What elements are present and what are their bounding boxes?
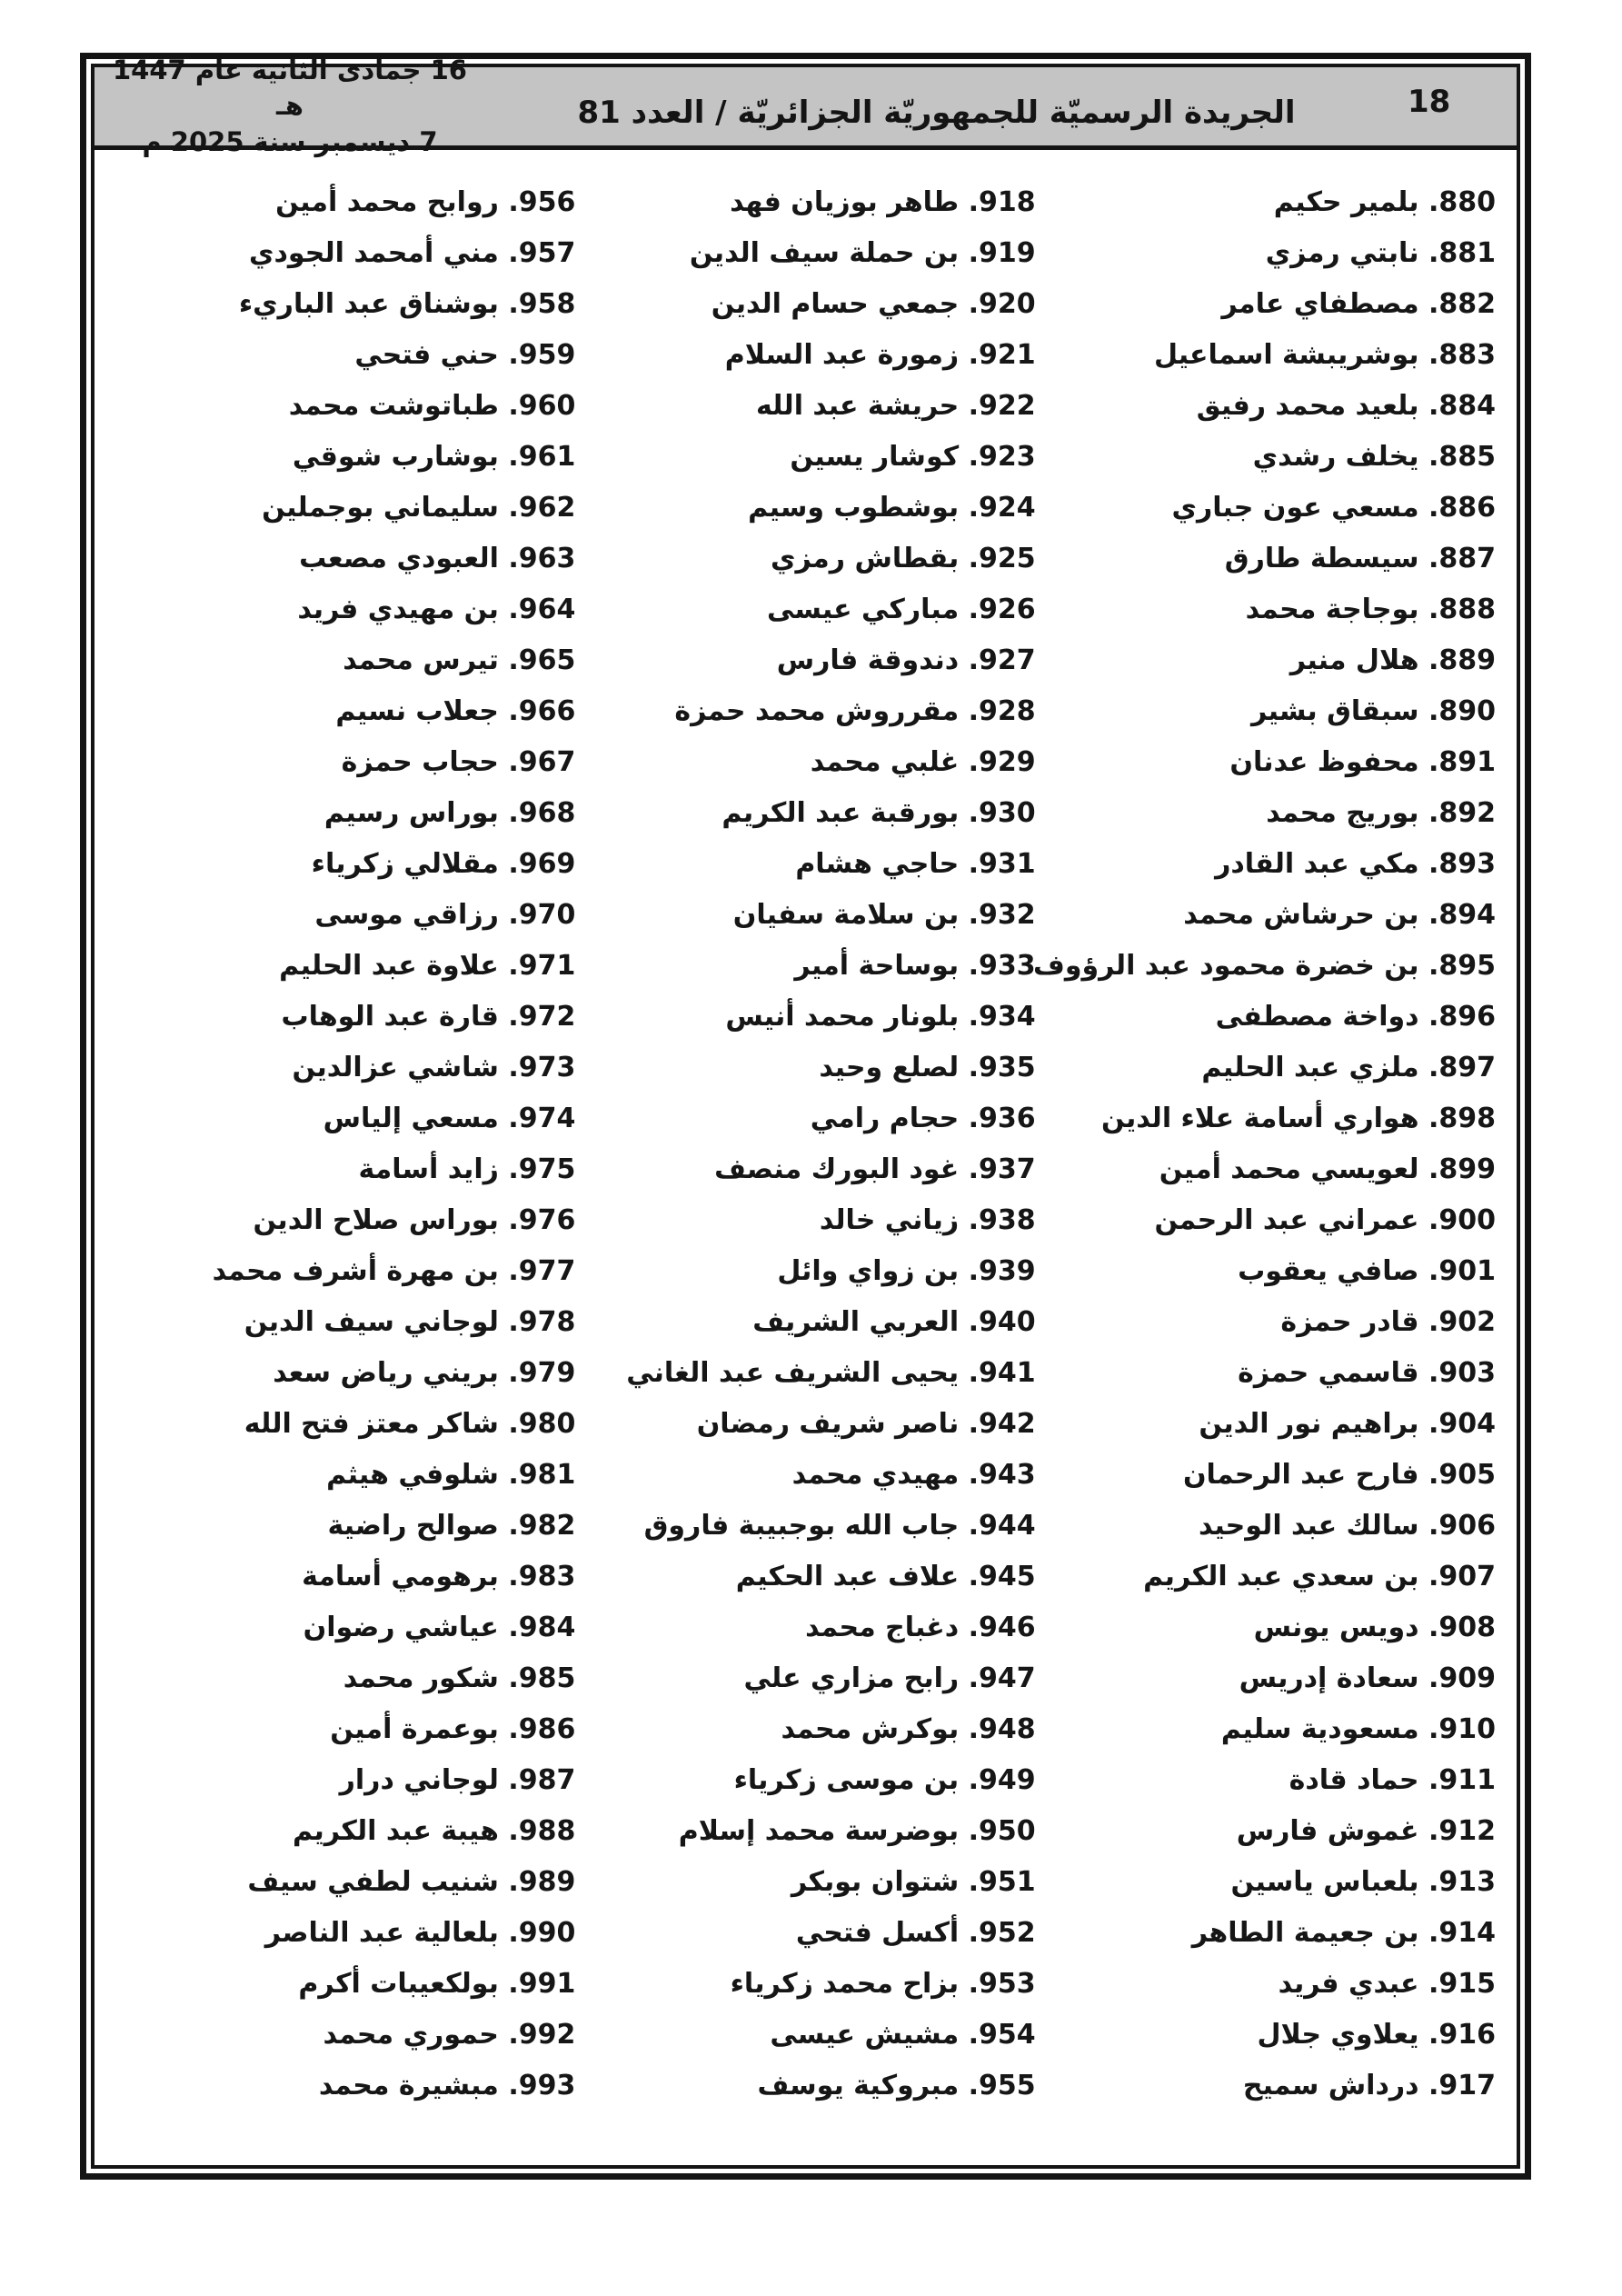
list-entry: 886. مسعي عون جباري <box>1171 492 1496 524</box>
list-entry: 963. العبودي مصعب <box>299 543 576 574</box>
list-entry: 913. بلعباس ياسين <box>1230 1866 1496 1898</box>
list-entry: 960. طباتوشت محمد <box>288 390 576 422</box>
list-entry: 943. مهيدي محمد <box>791 1459 1036 1491</box>
list-entry: 905. فارح عبد الرحمان <box>1182 1459 1496 1491</box>
list-entry: 920. جمعي حسام الدين <box>711 288 1036 320</box>
list-entry: 951. شتوان بوبكر <box>791 1866 1036 1898</box>
list-entry: 916. يعلاوي جلال <box>1257 2019 1496 2051</box>
names-column-left <box>115 177 575 2111</box>
list-entry: 977. بن مهرة أشرف محمد <box>212 1255 576 1287</box>
issue-date-hijri: 16 جمادى الثانية عام 1447 هـ <box>113 55 467 122</box>
list-entry: 898. هواري أسامة علاء الدين <box>1100 1103 1496 1134</box>
names-column-right <box>1033 177 1496 2111</box>
list-entry: 927. دندوقة فارس <box>776 644 1036 676</box>
list-entry: 884. بلعيد محمد رفيق <box>1196 390 1496 422</box>
list-entry: 939. بن زواي وائل <box>777 1255 1036 1287</box>
list-entry: 975. زايد أسامة <box>358 1153 576 1185</box>
list-entry: 914. بن جعيمة الطاهر <box>1191 1917 1496 1949</box>
list-entry: 935. لصلع وحيد <box>819 1052 1036 1083</box>
list-entry: 969. مقلالي زكرياء <box>311 848 576 880</box>
list-entry: 899. لعويسي محمد أمين <box>1159 1153 1496 1185</box>
list-entry: 901. صافي يعقوب <box>1238 1255 1496 1287</box>
list-entry: 944. جاب الله بوجبيبة فاروق <box>643 1510 1036 1542</box>
list-entry: 896. دواخة مصطفى <box>1215 1001 1496 1033</box>
list-entry: 940. العربي الشريف <box>752 1306 1036 1338</box>
list-entry: 887. سيسطة طارق <box>1224 543 1496 574</box>
list-entry: 989. شنيب لطفي سيف <box>247 1866 576 1898</box>
list-entry: 929. غلبي محمد <box>810 746 1036 778</box>
list-entry: 881. نابتي رمزي <box>1265 237 1496 269</box>
list-entry: 976. بوراس صلاح الدين <box>253 1204 576 1236</box>
issue-date-block <box>95 53 493 159</box>
list-entry: 930. بورقبة عبد الكريم <box>721 797 1036 829</box>
list-entry: 915. عبدي فريد <box>1278 1968 1496 2000</box>
list-entry: 952. أكسل فتحي <box>795 1917 1036 1949</box>
list-entry: 955. مبروكية يوسف <box>757 2070 1036 2101</box>
list-entry: 979. بريني رياض سعد <box>273 1357 576 1389</box>
list-entry: 988. هيبة عبد الكريم <box>292 1815 576 1847</box>
list-entry: 904. براهيم نور الدين <box>1199 1408 1496 1440</box>
list-entry: 902. قادر حمزة <box>1280 1306 1496 1338</box>
list-entry: 978. لوجاني سيف الدين <box>244 1306 576 1338</box>
list-entry: 973. شاشي عزالدين <box>292 1052 576 1083</box>
list-entry: 919. بن حملة سيف الدين <box>689 237 1036 269</box>
list-entry: 911. حماد قادة <box>1289 1764 1496 1796</box>
list-entry: 938. زياني خالد <box>819 1204 1036 1236</box>
list-entry: 880. بلمير حكيم <box>1273 186 1496 218</box>
list-entry: 982. صوالح راضية <box>327 1510 576 1542</box>
list-entry: 888. بوجاجة محمد <box>1245 594 1496 625</box>
list-entry: 987. لوجاني درار <box>339 1764 576 1796</box>
list-entry: 947. رابح مزاري علي <box>743 1662 1036 1694</box>
list-entry: 991. بولكعيبات أكرم <box>298 1968 576 2000</box>
issue-date-gregorian: 7 ديسمبر سنة 2025 م <box>142 125 438 157</box>
list-entry: 883. بوشريبشة اسماعيل <box>1153 339 1496 371</box>
list-entry: 932. بن سلامة سفيان <box>732 899 1036 931</box>
list-entry: 924. بوشطوب وسيم <box>748 492 1036 524</box>
list-entry: 912. غموش فارس <box>1236 1815 1496 1847</box>
page-header <box>95 55 1517 157</box>
list-entry: 903. قاسمي حمزة <box>1238 1357 1496 1389</box>
list-entry: 937. غود البورك منصف <box>714 1153 1036 1185</box>
list-entry: 992. حموري محمد <box>323 2019 576 2051</box>
list-entry: 961. بوشارب شوقي <box>292 441 576 473</box>
list-entry: 921. زمورة عبد السلام <box>724 339 1036 371</box>
page-number: 18 <box>1408 84 1451 120</box>
list-entry: 971. علاوة عبد الحليم <box>279 950 576 982</box>
list-entry: 934. بلونار محمد أنيس <box>725 1001 1036 1033</box>
page-inner-frame <box>91 55 1520 2169</box>
list-entry: 910. مسعودية سليم <box>1220 1713 1496 1745</box>
list-entry: 925. بقطاش رمزي <box>771 543 1036 574</box>
list-entry: 893. مكي عبد القادر <box>1215 848 1496 880</box>
list-entry: 906. سالك عبد الوحيد <box>1199 1510 1496 1542</box>
list-entry: 922. حريشة عبد الله <box>755 390 1036 422</box>
list-entry: 954. مشيش عيسى <box>770 2019 1036 2051</box>
list-entry: 918. طاهر بوزيان فهد <box>730 186 1036 218</box>
list-entry: 990. بلعالية عبد الناصر <box>264 1917 576 1949</box>
list-entry: 948. بوكرش محمد <box>781 1713 1036 1745</box>
names-list <box>95 150 1517 2111</box>
list-entry: 885. يخلف رشدي <box>1252 441 1496 473</box>
list-entry: 892. بوريج محمد <box>1266 797 1496 829</box>
list-entry: 941. يحيى الشريف عبد الغاني <box>626 1357 1036 1389</box>
list-entry: 917. درداش سميح <box>1242 2070 1496 2101</box>
page-outer-frame <box>80 53 1531 2180</box>
list-entry: 958. بوشناق عبد الباريء <box>238 288 576 320</box>
list-entry: 907. بن سعدي عبد الكريم <box>1143 1561 1496 1592</box>
list-entry: 993. مبشيرة محمد <box>318 2070 576 2101</box>
list-entry: 908. دويس يونس <box>1253 1612 1496 1643</box>
list-entry: 936. حجام رامي <box>810 1103 1036 1134</box>
list-entry: 985. شكور محمد <box>343 1662 576 1694</box>
list-entry: 970. رزاقي موسى <box>314 899 576 931</box>
list-entry: 909. سعادة إدريس <box>1239 1662 1496 1694</box>
names-column-middle <box>575 177 1035 2111</box>
list-entry: 891. محفوظ عدنان <box>1229 746 1496 778</box>
list-entry: 956. روابح محمد أمين <box>275 186 576 218</box>
list-entry: 984. عياشي رضوان <box>303 1612 576 1643</box>
list-entry: 949. بن موسى زكرياء <box>733 1764 1036 1796</box>
list-entry: 986. بوعمرة أمين <box>330 1713 576 1745</box>
list-entry: 945. علاف عبد الحكيم <box>735 1561 1036 1592</box>
list-entry: 895. بن خضرة محمود عبد الرؤوف <box>1033 950 1496 982</box>
list-entry: 962. سليماني بوجملين <box>262 492 576 524</box>
list-entry: 890. سبقاق بشير <box>1250 695 1496 727</box>
list-entry: 882. مصطفاي عامر <box>1221 288 1496 320</box>
list-entry: 946. دغباج محمد <box>805 1612 1036 1643</box>
list-entry: 926. مباركي عيسى <box>766 594 1036 625</box>
list-entry: 983. برهومي أسامة <box>302 1561 576 1592</box>
list-entry: 931. حاجي هشام <box>795 848 1036 880</box>
list-entry: 928. مقرروش محمد حمزة <box>674 695 1036 727</box>
list-entry: 959. حني فتحي <box>354 339 576 371</box>
list-entry: 900. عمراني عبد الرحمن <box>1154 1204 1496 1236</box>
list-entry: 980. شاكر معتز فتح الله <box>244 1408 576 1440</box>
list-entry: 972. قارة عبد الوهاب <box>281 1001 576 1033</box>
list-entry: 953. بزاح محمد زكرياء <box>730 1968 1036 2000</box>
list-entry: 964. بن مهيدي فريد <box>297 594 576 625</box>
list-entry: 967. حجاب حمزة <box>341 746 576 778</box>
journal-title: الجريدة الرسميّة للجمهوريّة الجزائريّة / العدد 81 <box>577 95 1296 131</box>
list-entry: 942. ناصر شريف رمضان <box>696 1408 1036 1440</box>
list-entry: 894. بن حرشاش محمد <box>1183 899 1496 931</box>
list-entry: 965. تيرس محمد <box>343 644 576 676</box>
list-entry: 889. هلال منير <box>1289 644 1496 676</box>
list-entry: 974. مسعي إلياس <box>323 1103 576 1134</box>
list-entry: 897. ملزي عبد الحليم <box>1201 1052 1496 1083</box>
list-entry: 923. كوشار يسين <box>790 441 1036 473</box>
list-entry: 957. مني أمحمد الجودي <box>249 237 576 269</box>
list-entry: 933. بوساحة أمير <box>794 950 1036 982</box>
list-entry: 981. شلوفي هيثم <box>326 1459 576 1491</box>
list-entry: 950. بوضرسة محمد إسلام <box>678 1815 1036 1847</box>
list-entry: 966. جعلاب نسيم <box>335 695 576 727</box>
list-entry: 968. بوراس رسيم <box>323 797 576 829</box>
